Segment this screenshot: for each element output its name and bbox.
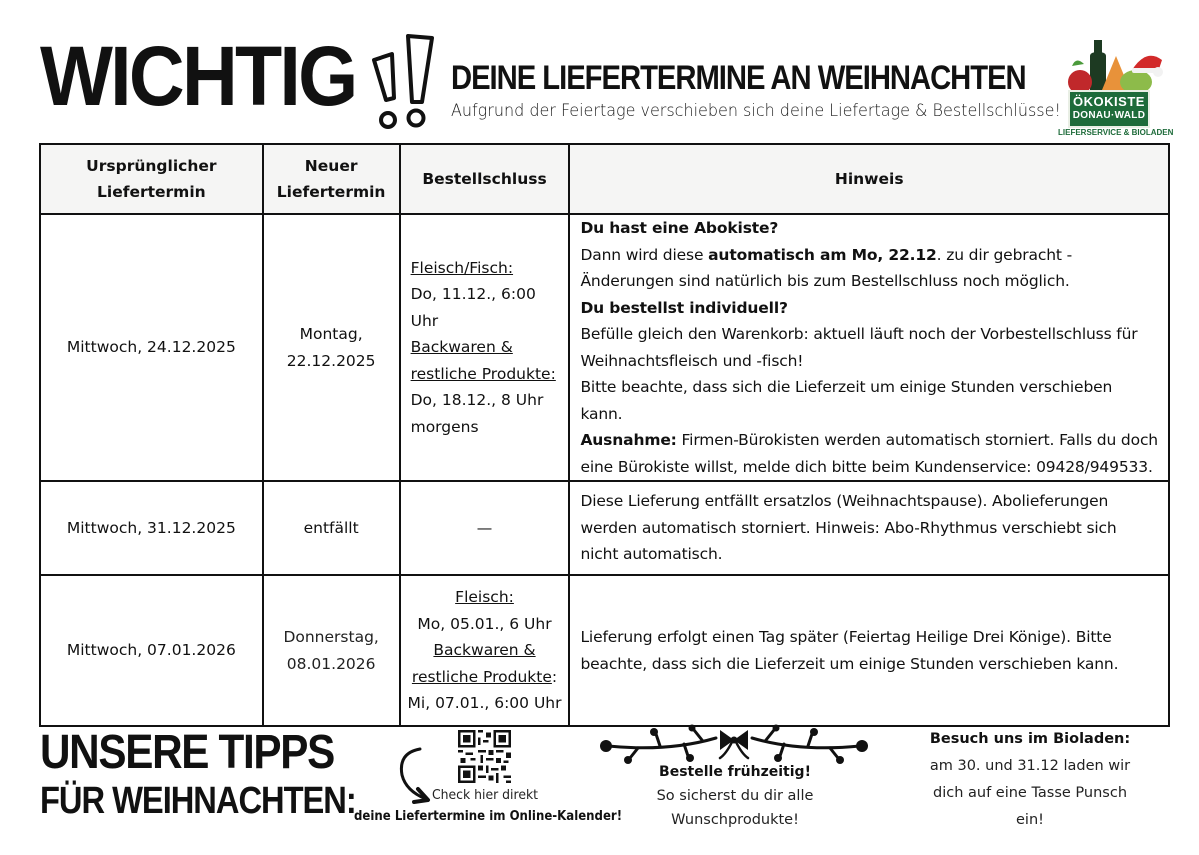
tips-heading-line1: UNSERE TIPPS [40,726,334,779]
note-text: Firmen-Bürokisten werden automatisch storniert. Falls du doch eine Bürokiste willst, melde dich bitte beim Kundenservice: 09428/949533. [580,431,1158,476]
table-row [40,575,1169,726]
cell-note: Diese Lieferung entfällt ersatzlos (Weihnachtspause). Abolieferungen werden automatisch storniert. Hinweis: Abo-Rhythmus verschiebt sich nicht automatisch. [569,481,1169,575]
logo-tagline: LIEFERSERVICE & BIOLADEN [1058,128,1174,137]
deadline-label: Backwaren & [410,338,513,357]
note-text: Befülle gleich den Warenkorb: aktuell läuft noch der Vorbestellschluss für Weihnachtsfleisch und -fisch! [580,325,1138,370]
deadline-value: Mo, 05.01., 6 Uhr [417,614,552,633]
tip-text: So sicherst du dir alle [656,788,814,804]
qr-code[interactable] [458,730,511,783]
column-header-original-date [40,144,263,214]
delivery-schedule-table [39,143,1170,727]
cell-order-deadline [400,214,570,481]
new-date-line: Donnerstag, [283,628,379,646]
tip-text: dich auf eine Tasse Punsch [932,785,1128,801]
main-title: WICHTIG [40,29,356,123]
cell-order-deadline: — [400,481,570,575]
qr-caption-bold: deine Liefertermine im Online-Kalender! [354,808,623,824]
deadline-value: Mi, 07.01., 6:00 Uhr [407,694,562,713]
deadline-value: morgens [410,417,479,436]
tip-text: Wunschprodukte! [671,812,799,828]
tip-visit-shop [910,726,1150,834]
table-row [40,214,1169,481]
tip-order-early [630,760,840,832]
logo-name-line2: DONAU·WALD [1072,110,1146,121]
subheadline: Aufgrund der Feiertage verschieben sich deine Liefertage & Bestellschlüsse! [451,101,1061,121]
logo-name-line1: ÖKOKISTE [1073,94,1145,109]
cell-new-date [263,214,400,481]
table-header-row [40,144,1169,214]
column-header-line: Hinweis [834,170,904,188]
deadline-label: restliche Produkte [411,667,552,686]
new-date-line: Montag, [299,325,363,343]
tip-title: Bestelle frühzeitig! [659,764,811,780]
note-text: Bitte beachte, dass sich die Lieferzeit um einige Stunden verschieben kann. [580,378,1113,423]
brand-logo [1058,38,1190,138]
deadline-value: Do, 11.12., 6:00 Uhr [410,285,536,330]
tip-title: Besuch uns im Bioladen: [929,731,1131,747]
note-question: Du bestellst individuell? [580,298,788,317]
cell-original-date: Mittwoch, 07.01.2026 [40,575,263,726]
logo-badge [1068,90,1150,128]
curved-arrow-icon [396,745,436,805]
cell-new-date [263,575,400,726]
note-text: Dann wird diese [580,245,709,264]
deadline-label: Fleisch/Fisch: [410,258,514,277]
column-header-line: Liefertermin [276,183,386,201]
cell-order-deadline [400,575,570,726]
column-header-line: Liefertermin [97,183,206,201]
deadline-colon: : [551,667,558,686]
cell-note: Lieferung erfolgt einen Tag später (Feiertag Heilige Drei Könige). Bitte beachte, dass sich die Lieferzeit um einige Stunden verschieben kann. [569,575,1169,726]
column-header-line: Ursprünglicher [86,157,217,175]
qr-caption: Check hier direkt [432,787,539,803]
note-emphasis: automatisch am Mo, 22.12 [708,245,937,264]
table-row [40,481,1169,575]
column-header-new-date [263,144,400,214]
deadline-value: Do, 18.12., 8 Uhr [410,391,544,410]
deadline-label: restliche Produkte: [410,364,556,383]
tips-heading-line2: FÜR WEIHNACHTEN: [40,780,356,822]
new-date-line: 08.01.2026 [286,654,376,673]
note-emphasis: Ausnahme: [580,431,677,449]
produce-crate-icon [1058,38,1168,98]
new-date-line: 22.12.2025 [286,351,376,370]
deadline-label: Backwaren & [433,641,536,660]
deadline-label: Fleisch: [455,588,514,607]
column-header-line: Bestellschluss [422,170,547,188]
column-header-note [569,144,1169,214]
column-header-order-deadline [400,144,570,214]
note-text: . zu dir gebracht - Änderungen sind natürlich bis zum Bestellschluss noch möglich. [580,245,1073,290]
double-exclamation-icon [366,32,438,132]
column-header-line: Neuer [304,157,358,175]
cell-original-date: Mittwoch, 24.12.2025 [40,214,263,481]
cell-note [569,214,1169,481]
note-question: Du hast eine Abokiste? [580,219,779,237]
cell-new-date: entfällt [263,481,400,575]
cell-original-date: Mittwoch, 31.12.2025 [40,481,263,575]
headline: DEINE LIEFERTERMINE AN WEIHNACHTEN [451,59,1026,97]
tip-text: ein! [1016,812,1044,828]
tip-text: am 30. und 31.12 laden wir [929,758,1131,774]
